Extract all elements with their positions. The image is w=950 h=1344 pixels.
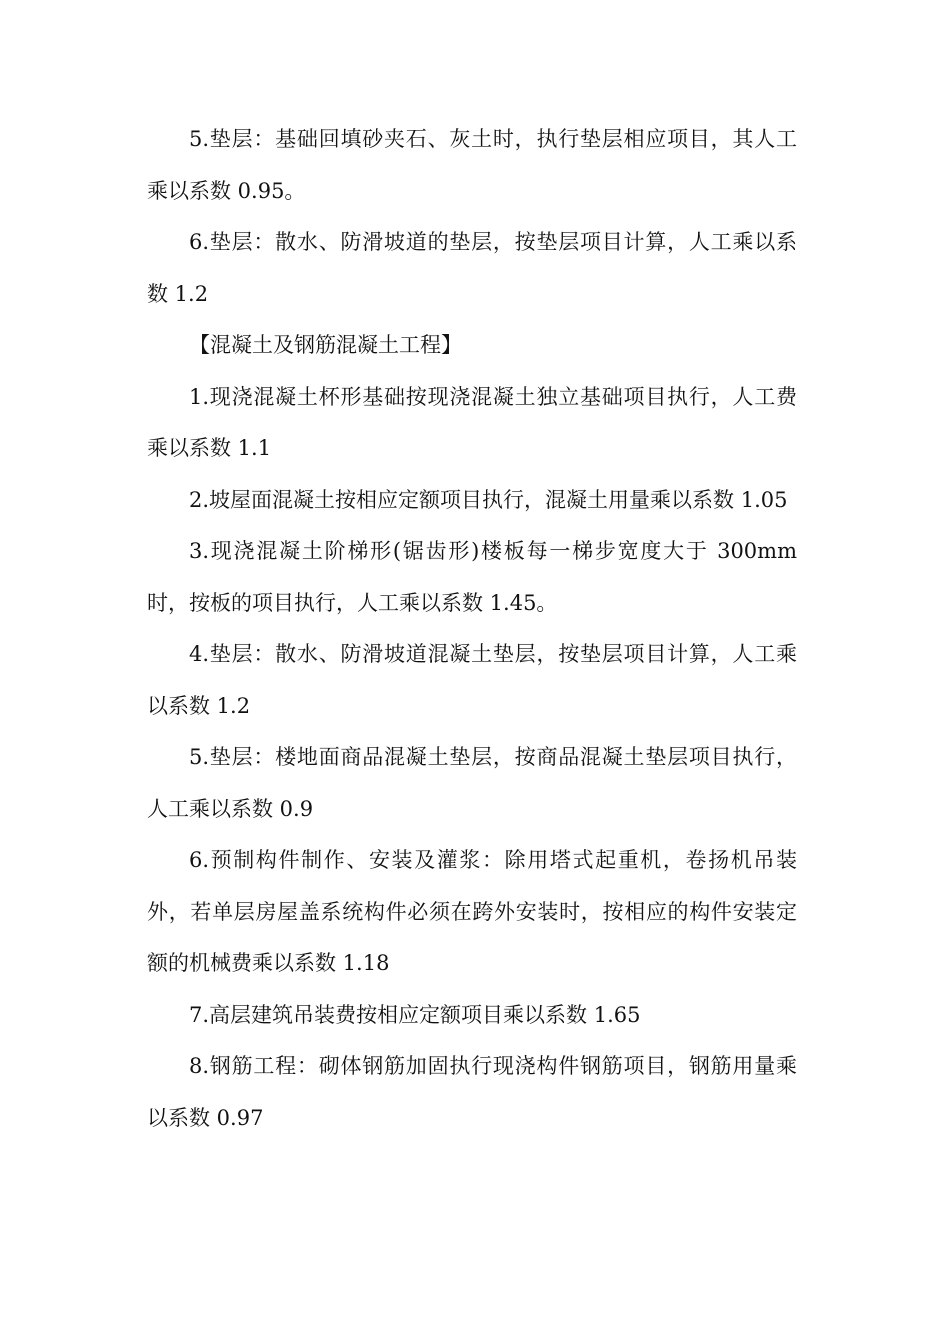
paragraph-high-rise-hoisting: 7.高层建筑吊装费按相应定额项目乘以系数 1.65 (189, 1002, 641, 1027)
section-heading-concrete: 【混凝土及钢筋混凝土工程】 (189, 333, 462, 357)
paragraph-sloped-roof: 2.坡屋面混凝土按相应定额项目执行，混凝土用量乘以系数 1.05 (189, 487, 788, 512)
document-body (147, 114, 797, 1144)
paragraph-precast-components: 6.预制构件制作、安装及灌浆：除用塔式起重机，卷扬机吊装外，若单层房屋盖系统构件必须在跨外安装时，按相应的构件安装定额的机械费乘以系数 1.18 (147, 848, 797, 975)
paragraph-commercial-concrete-cushion: 5.垫层：楼地面商品混凝土垫层，按商品混凝土垫层项目执行，人工乘以系数 0.9 (147, 745, 797, 821)
paragraph-rebar-works: 8.钢筋工程：砌体钢筋加固执行现浇构件钢筋项目，钢筋用量乘以系数 0.97 (147, 1054, 797, 1130)
paragraph-stepped-slab: 3.现浇混凝土阶梯形(锯齿形)楼板每一梯步宽度大于 300mm 时，按板的项目执行，人工乘以系数 1.45。 (147, 539, 797, 615)
paragraph-cushion-apron: 6.垫层：散水、防滑坡道的垫层，按垫层项目计算，人工乘以系数 1.2 (147, 230, 797, 306)
paragraph-concrete-cushion-apron: 4.垫层：散水、防滑坡道混凝土垫层，按垫层项目计算，人工乘以系数 1.2 (147, 642, 797, 718)
paragraph-cushion-backfill: 5.垫层：基础回填砂夹石、灰土时，执行垫层相应项目，其人工乘以系数 0.95。 (147, 127, 797, 203)
paragraph-cup-foundation: 1.现浇混凝土杯形基础按现浇混凝土独立基础项目执行，人工费乘以系数 1.1 (147, 384, 797, 460)
